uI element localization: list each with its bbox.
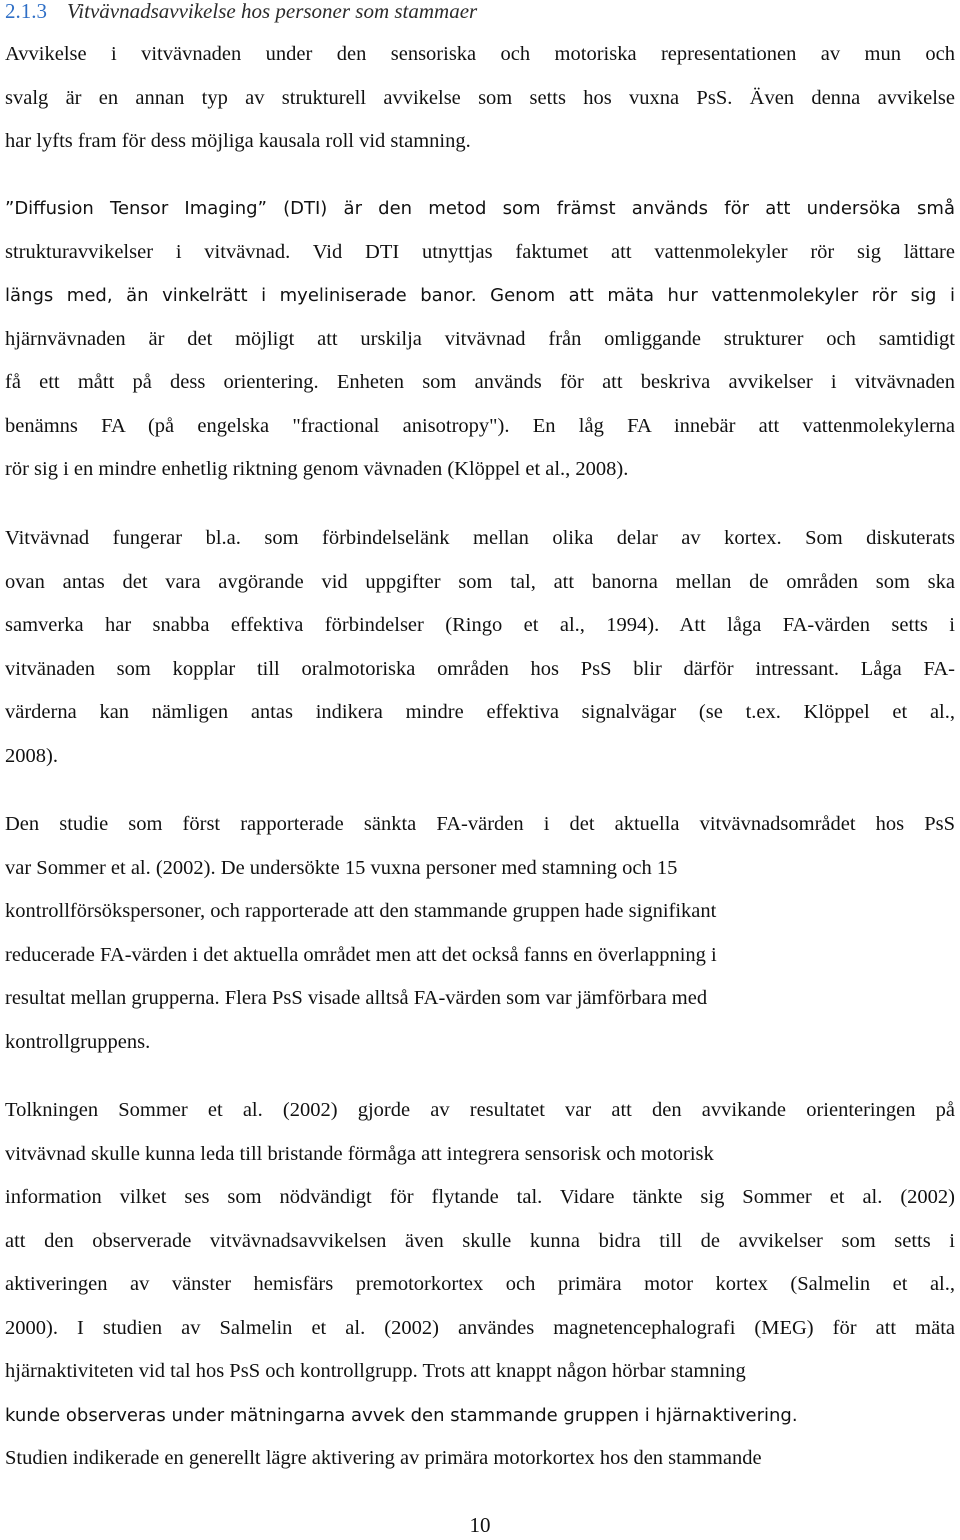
text-line: rör sig i en mindre enhetlig riktning genom vävnaden (Klöppel et al., 2008). [5, 458, 629, 480]
text-line: har lyfts fram för dess möjliga kausala roll vid stamning. [5, 130, 471, 152]
section-number: 2.1.3 [5, 0, 47, 23]
text-line: få ett mått på dess orientering. Enheten som används för att beskriva avvikelser i vitvävnaden [5, 371, 955, 393]
paragraph-3 [5, 517, 960, 778]
section-heading [5, 0, 477, 28]
paragraph-5 [5, 1089, 960, 1481]
paragraph-1 [5, 33, 960, 164]
text-line: ”Diffusion Tensor Imaging” (DTI) är den metod som främst används för att undersöka små [5, 198, 955, 219]
text-line: samverka har snabba effektiva förbindelser (Ringo et al., 1994). Att låga FA-värden setts i [5, 614, 955, 636]
text-line: vitvävnad skulle kunna leda till bristande förmåga att integrera sensorisk och motorisk [5, 1142, 714, 1165]
text-line: Den studie som först rapporterade sänkta FA-värden i det aktuella vitvävnadsområdet hos PsS [5, 813, 955, 835]
text-line: ovan antas det vara avgörande vid uppgifter som tal, att banorna mellan de områden som ska [5, 570, 955, 593]
text-line: kontrollförsökspersoner, och rapporterade att den stammande gruppen hade signifikant [5, 900, 717, 922]
text-line: hjärnaktiviteten vid tal hos PsS och kontrollgrupp. Trots att knappt någon hörbar stamning [5, 1360, 746, 1382]
text-line: Tolkningen Sommer et al. (2002) gjorde av resultatet var att den avvikande orienteringen på [5, 1099, 955, 1121]
text-line: strukturavvikelser i vitvävnad. Vid DTI utnyttjas faktumet att vattenmolekyler rör sig lättare [5, 240, 955, 263]
text-line: hjärnvävnaden är det möjligt att urskilja vitvävnad från omliggande strukturer och samtidigt [5, 327, 955, 350]
paragraph-2 [5, 187, 960, 492]
text-line: 2008). [5, 744, 58, 767]
text-line: var Sommer et al. (2002). De undersökte 15 vuxna personer med stamning och 15 [5, 856, 678, 879]
text-line: att den observerade vitvävnadsavvikelsen även skulle kunna bidra till de avvikelser som setts i [5, 1229, 955, 1252]
text-line: längs med, än vinkelrätt i myeliniserade banor. Genom att mäta hur vattenmolekyler rör sig i [5, 285, 955, 306]
text-line: reducerade FA-värden i det aktuella området men att det också fanns en överlappning i [5, 943, 717, 966]
text-line: Studien indikerade en generellt lägre aktivering av primära motorkortex hos den stammande [5, 1447, 762, 1469]
text-line: svalg är en annan typ av strukturell avvikelse som setts hos vuxna PsS. Även denna avvikelse [5, 86, 955, 109]
text-line: information vilket ses som nödvändigt för flytande tal. Vidare tänkte sig Sommer et al. (2002) [5, 1186, 955, 1208]
text-line: benämns FA (på engelska "fractional anisotropy"). En låg FA innebär att vattenmolekylerna [5, 414, 955, 437]
text-line: 2000). I studien av Salmelin et al. (2002) användes magnetencephalografi (MEG) för att mäta [5, 1316, 955, 1339]
text-line: vitvänaden som kopplar till oralmotoriska områden hos PsS blir därför intressant. Låga FA- [5, 657, 955, 680]
page-number: 10 [469, 1513, 491, 1537]
paragraph-4 [5, 803, 960, 1064]
text-line: Avvikelse i vitvävnaden under den sensoriska och motoriska representationen av mun och [5, 43, 955, 65]
text-line: kunde observeras under mätningarna avvek den stammande gruppen i hjärnaktivering. [5, 1404, 798, 1426]
text-line: Vitvävnad fungerar bl.a. som förbindelselänk mellan olika delar av kortex. Som diskuterats [5, 527, 955, 549]
text-line: värderna kan nämligen antas indikera mindre effektiva signalvägar (se t.ex. Klöppel et al., [5, 701, 955, 723]
text-line: resultat mellan grupperna. Flera PsS visade alltså FA-värden som var jämförbara med [5, 987, 708, 1009]
section-title: Vitvävnadsavvikelse hos personer som stammaer [67, 0, 478, 23]
text-line: kontrollgruppens. [5, 1030, 151, 1053]
text-line: aktiveringen av vänster hemisfärs premotorkortex och primära motor kortex (Salmelin et al., [5, 1273, 955, 1295]
